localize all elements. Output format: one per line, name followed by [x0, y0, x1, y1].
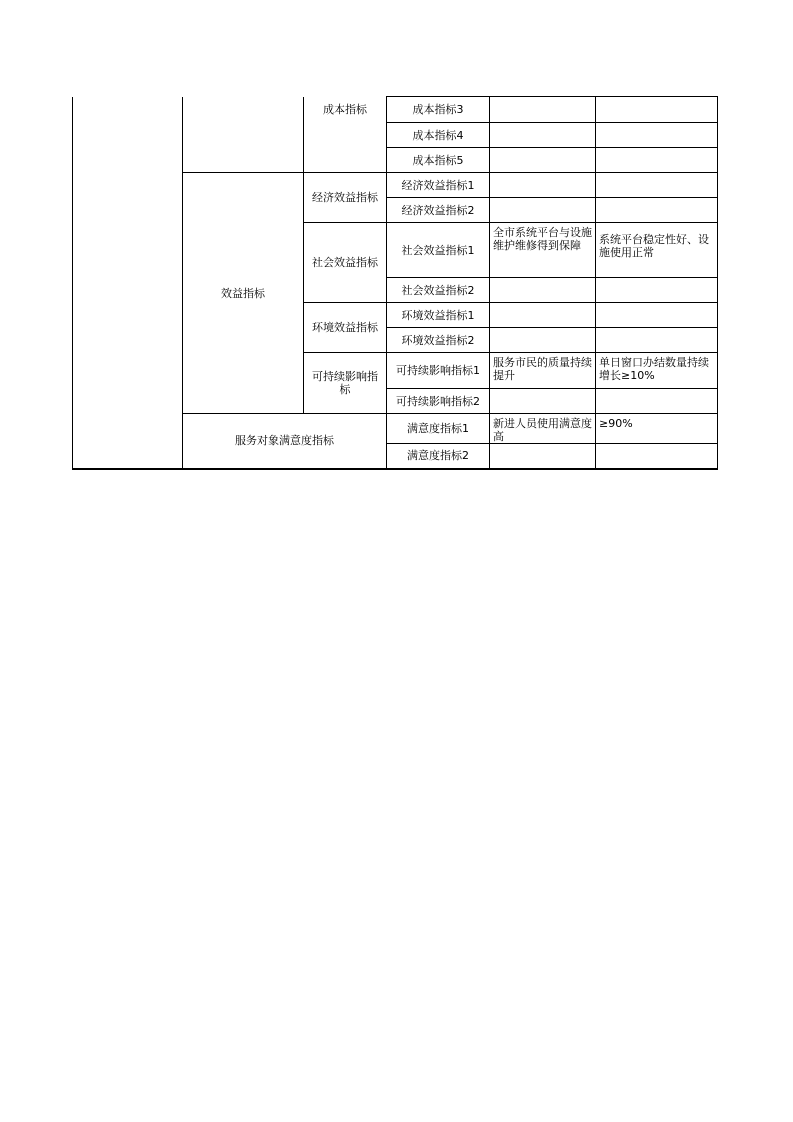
- indicator-name: 满意度指标1: [387, 414, 490, 444]
- sub-category-social: 社会效益指标: [304, 223, 387, 303]
- indicator-name: 成本指标4: [387, 123, 490, 148]
- indicator-value: [596, 123, 718, 148]
- sub-category-sustainable: 可持续影响指标: [304, 353, 387, 414]
- indicator-content: 服务市民的质量持续提升: [490, 353, 596, 389]
- indicator-name: 经济效益指标1: [387, 173, 490, 198]
- indicator-content: [490, 389, 596, 414]
- level1-category-cell: [73, 97, 183, 469]
- indicator-value: [596, 198, 718, 223]
- indicator-name: 社会效益指标2: [387, 278, 490, 303]
- indicator-value: [596, 97, 718, 123]
- level2-cost-group-cell: [183, 97, 304, 173]
- indicator-value: [596, 148, 718, 173]
- indicator-name: 成本指标3: [387, 97, 490, 123]
- level2-effect-group-cell: 效益指标: [183, 173, 304, 414]
- indicator-value: [596, 303, 718, 328]
- indicator-name: 成本指标5: [387, 148, 490, 173]
- indicator-name: 经济效益指标2: [387, 198, 490, 223]
- level2-satisfaction-group-cell: 服务对象满意度指标: [183, 414, 387, 469]
- indicator-content: [490, 303, 596, 328]
- indicator-value: [596, 328, 718, 353]
- indicator-value: [596, 278, 718, 303]
- indicator-content: 全市系统平台与设施维护维修得到保障: [490, 223, 596, 278]
- indicator-value: [596, 173, 718, 198]
- indicator-content: 新进人员使用满意度高: [490, 414, 596, 444]
- indicator-name: 社会效益指标1: [387, 223, 490, 278]
- indicator-content: [490, 173, 596, 198]
- sub-category-environment: 环境效益指标: [304, 303, 387, 353]
- indicator-name: 可持续影响指标1: [387, 353, 490, 389]
- indicator-content: [490, 278, 596, 303]
- indicator-value: ≥90%: [596, 414, 718, 444]
- performance-indicator-table: [72, 96, 718, 470]
- sub-category-economic: 经济效益指标: [304, 173, 387, 223]
- indicator-name: 环境效益指标1: [387, 303, 490, 328]
- indicator-value: [596, 389, 718, 414]
- indicator-value: 系统平台稳定性好、设施使用正常: [596, 223, 718, 278]
- indicator-content: [490, 198, 596, 223]
- indicator-content: [490, 328, 596, 353]
- indicator-content: [490, 444, 596, 469]
- indicator-name: 满意度指标2: [387, 444, 490, 469]
- sub-category-cost: 成本指标: [304, 97, 387, 173]
- indicator-value: [596, 444, 718, 469]
- indicator-content: [490, 148, 596, 173]
- indicator-name: 环境效益指标2: [387, 328, 490, 353]
- indicator-name: 可持续影响指标2: [387, 389, 490, 414]
- indicator-content: [490, 97, 596, 123]
- indicator-value: 单日窗口办结数量持续增长≥10%: [596, 353, 718, 389]
- indicator-content: [490, 123, 596, 148]
